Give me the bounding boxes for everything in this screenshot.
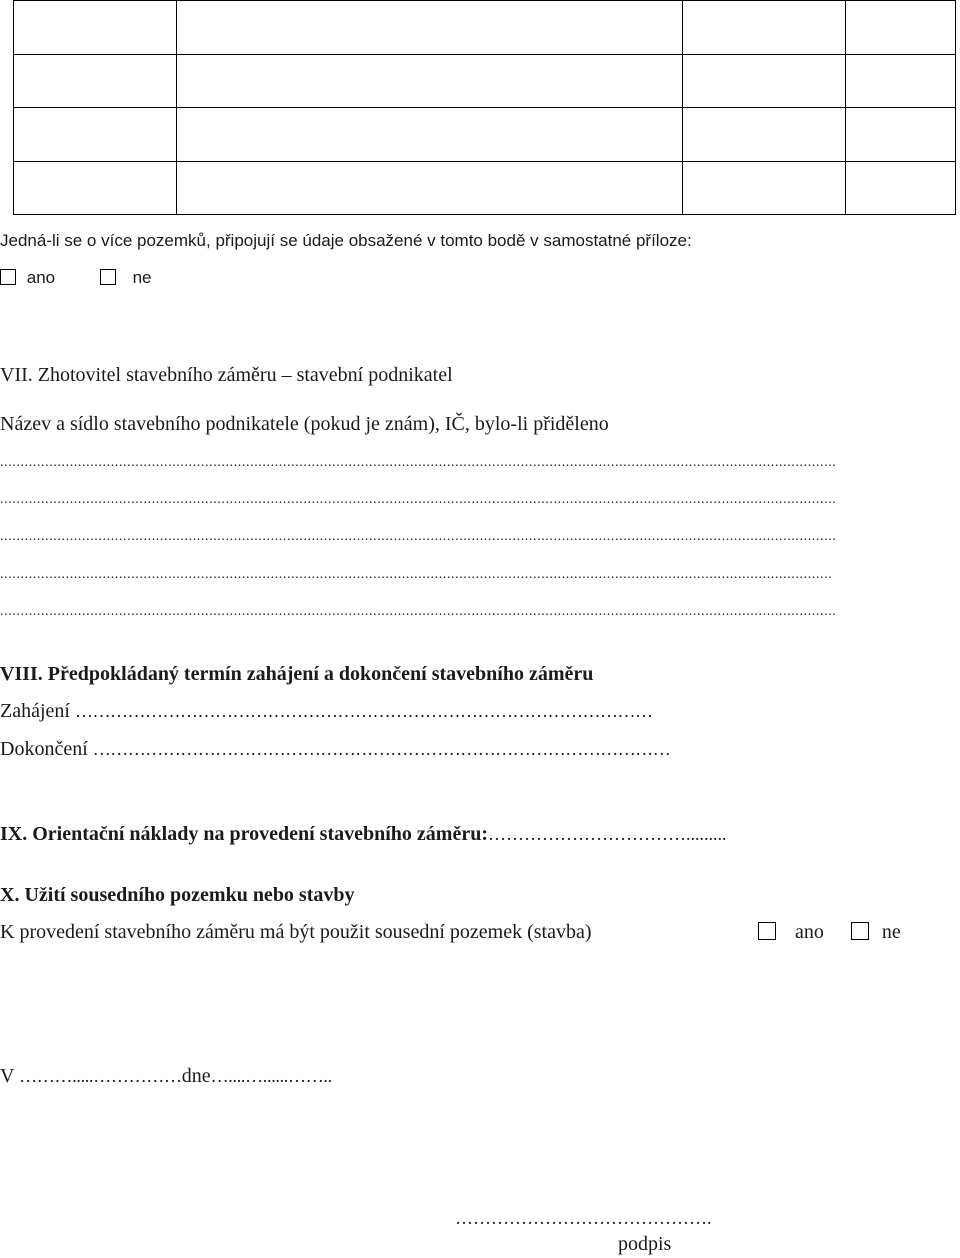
checkbox-no-label: ne xyxy=(881,921,901,943)
multiple-plots-note: Jedná-li se o více pozemků, připojují se údaje obsažené v tomto bodě v samostatné příloze: xyxy=(0,231,692,250)
signature-line[interactable]: ……………………………………. xyxy=(455,1208,712,1228)
table-cell[interactable] xyxy=(14,108,177,162)
section-viii-heading: VIII. Předpokládaný termín zahájení a dokončení stavebního záměru xyxy=(0,663,594,685)
section-ix-heading: IX. Orientační náklady na provedení stavebního záměru: xyxy=(0,823,488,845)
date-label: dne xyxy=(181,1065,211,1087)
table-row xyxy=(14,54,956,108)
end-date-field[interactable]: ……………………………………………………………………………………… xyxy=(92,739,671,759)
table-row xyxy=(14,108,956,162)
checkbox-yes[interactable] xyxy=(758,922,776,940)
neighbor-question: K provedení stavebního záměru má být použit sousední pozemek (stavba) xyxy=(0,921,592,943)
contractor-prompt: Název a sídlo stavebního podnikatele (pokud je znám), IČ, bylo-li přiděleno xyxy=(0,413,609,435)
checkbox-yes-label: ano xyxy=(26,268,56,287)
table-cell[interactable] xyxy=(177,54,683,108)
table-cell[interactable] xyxy=(846,54,956,108)
place-field[interactable]: ……….....…………… xyxy=(19,1066,182,1086)
contractor-line-2[interactable]: ............................................................................................................................................................................................................ xyxy=(0,492,837,507)
start-date-label: Zahájení xyxy=(0,700,70,722)
table-cell[interactable] xyxy=(177,1,683,55)
place-label: V xyxy=(0,1065,15,1087)
table-cell[interactable] xyxy=(846,1,956,55)
table-row xyxy=(14,161,956,215)
checkbox-yes-label: ano xyxy=(795,921,824,943)
end-date-row xyxy=(0,738,670,761)
table-cell[interactable] xyxy=(14,161,177,215)
section-x-heading: X. Užití sousedního pozemku nebo stavby xyxy=(0,884,355,906)
checkbox-yes[interactable] xyxy=(0,269,16,285)
start-date-field[interactable]: ……………………………………………………………………………………… xyxy=(74,701,653,721)
table-cell[interactable] xyxy=(177,161,683,215)
table-cell[interactable] xyxy=(177,108,683,162)
neighbor-choice xyxy=(758,921,901,944)
table-cell[interactable] xyxy=(14,1,177,55)
contractor-line-1[interactable]: ............................................................................................................................................................................................................ xyxy=(0,455,837,470)
table-cell[interactable] xyxy=(846,161,956,215)
signature-label: podpis xyxy=(618,1233,672,1255)
start-date-row xyxy=(0,700,652,723)
costs-field[interactable]: ……………………………......... xyxy=(488,824,727,844)
table-cell[interactable] xyxy=(683,54,846,108)
checkbox-no-label: ne xyxy=(132,268,152,287)
end-date-label: Dokončení xyxy=(0,738,88,760)
contractor-line-3[interactable]: ............................................................................................................................................................................................................ xyxy=(0,529,837,544)
contractor-line-4[interactable]: ........................................................................................................................................................................................................... xyxy=(0,567,833,582)
table-cell[interactable] xyxy=(683,1,846,55)
table-cell[interactable] xyxy=(846,108,956,162)
checkbox-no[interactable] xyxy=(851,922,869,940)
plot-table xyxy=(13,0,955,215)
table-cell[interactable] xyxy=(683,161,846,215)
attachment-choice xyxy=(0,268,152,288)
costs-row xyxy=(0,823,727,846)
table-row xyxy=(14,1,956,55)
table-cell[interactable] xyxy=(14,54,177,108)
contractor-line-5[interactable]: ............................................................................................................................................................................................................ xyxy=(0,604,837,619)
date-field[interactable]: …....…......…….. xyxy=(210,1066,332,1086)
place-date-row xyxy=(0,1065,332,1088)
section-vii-heading: VII. Zhotovitel stavebního záměru – stavební podnikatel xyxy=(0,364,453,386)
table-cell[interactable] xyxy=(683,108,846,162)
checkbox-no[interactable] xyxy=(100,269,116,285)
